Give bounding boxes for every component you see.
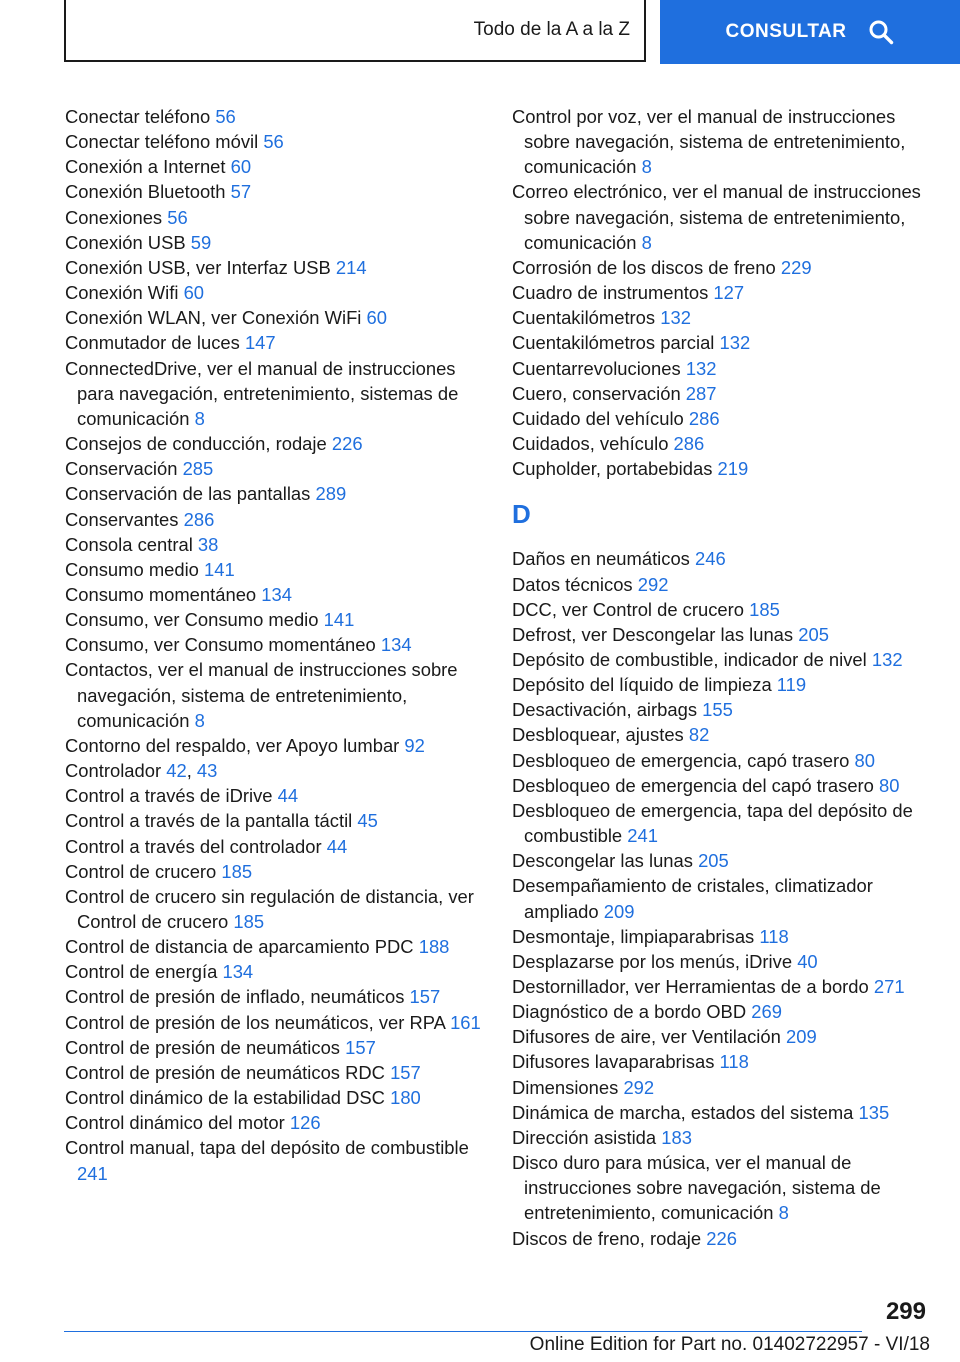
index-entry bbox=[512, 381, 928, 406]
index-entry-text: Control de crucero sin regulación de distancia, ver Control de crucero bbox=[65, 885, 474, 932]
index-entry-text: Destornillador, ver Herramientas de a bordo bbox=[512, 976, 869, 997]
index-entry: Controlador 42, 43 bbox=[65, 760, 218, 782]
index-entry bbox=[65, 984, 483, 1009]
page-reference-link[interactable]: 292 bbox=[623, 1076, 655, 1098]
index-entry bbox=[65, 104, 483, 129]
index-entry bbox=[65, 783, 483, 808]
page-reference-link[interactable]: 60 bbox=[230, 156, 252, 178]
index-entry bbox=[65, 481, 483, 506]
index-entry-text: Conexión WLAN, ver Conexión WiFi bbox=[65, 307, 362, 329]
index-entry-text: Control de presión de inflado, neumáticos bbox=[65, 986, 405, 1008]
index-entry bbox=[65, 834, 483, 859]
index-entry-text: Conexiones bbox=[65, 206, 163, 228]
index-entry-text: Discos de freno, rodaje bbox=[512, 1227, 702, 1249]
section-title: Todo de la A a la Z bbox=[473, 19, 630, 40]
index-entry-text: Conservantes bbox=[65, 508, 179, 530]
page-reference-link[interactable]: 119 bbox=[776, 674, 807, 696]
index-entry-text: Conexión Wifi bbox=[65, 282, 179, 304]
page-reference-link[interactable]: 38 bbox=[197, 533, 219, 555]
page-reference-link[interactable]: 56 bbox=[263, 131, 284, 153]
index-entry-text: Control manual, tapa del depósito de combustible bbox=[65, 1137, 469, 1159]
index-entry-text: Contorno del respaldo, ver Apoyo lumbar bbox=[65, 734, 400, 756]
index-entry bbox=[512, 406, 928, 431]
index-entry bbox=[512, 773, 928, 798]
index-entry bbox=[65, 255, 483, 280]
index-entry bbox=[512, 622, 928, 647]
page-reference-link[interactable]: 241 bbox=[627, 825, 658, 847]
footer-edition: Online Edition for Part no. 01402722957 - VI/18 bbox=[529, 1334, 930, 1355]
page-reference-link[interactable]: 161 bbox=[450, 1011, 481, 1033]
index-entry-text: Control de distancia de aparcamiento PDC bbox=[65, 936, 414, 958]
index-entry bbox=[65, 507, 483, 532]
index-entry bbox=[512, 1024, 928, 1049]
index-entry-text: Control de energía bbox=[65, 961, 218, 983]
index-entry-text: Desactivación, airbags bbox=[512, 699, 698, 721]
page-header bbox=[64, 0, 960, 64]
index-entry bbox=[512, 179, 928, 254]
index-entry bbox=[65, 205, 483, 230]
index-entry-text: Conexión USB bbox=[65, 231, 186, 253]
index-column-left bbox=[65, 104, 483, 1186]
page-reference-link[interactable]: 141 bbox=[323, 609, 355, 631]
index-entry-text: Dinámica de marcha, estados del sistema bbox=[512, 1101, 854, 1123]
index-entry-text: Conservación de las pantallas bbox=[65, 483, 311, 505]
index-entry bbox=[65, 959, 483, 984]
index-entry bbox=[512, 456, 928, 481]
index-entry-text: Disco duro para música, ver el manual de instrucciones sobre navegación, sistema de entretenimiento, comunicación bbox=[512, 1152, 881, 1224]
page-reference-link[interactable]: 147 bbox=[244, 332, 276, 354]
page-reference-link[interactable]: 219 bbox=[717, 458, 749, 480]
index-entry-text: Consumo momentáneo bbox=[65, 583, 257, 605]
index-entry-text: Depósito del líquido de limpieza bbox=[512, 674, 772, 696]
page-reference-link[interactable]: 141 bbox=[204, 558, 235, 580]
index-column-right bbox=[512, 104, 928, 1251]
page-reference-link[interactable]: 286 bbox=[183, 508, 215, 530]
index-entry-text: Desbloqueo de emergencia, tapa del depósito de combustible bbox=[512, 799, 913, 847]
index-group-d bbox=[512, 546, 928, 1250]
index-entry bbox=[65, 179, 483, 204]
index-entry-text: Conmutador de luces bbox=[65, 332, 240, 354]
page-reference-link[interactable]: 214 bbox=[335, 256, 367, 278]
section-letter: D bbox=[512, 499, 531, 530]
index-entry-text: Control a través del controlador bbox=[65, 835, 322, 857]
page-reference-link[interactable]: 157 bbox=[345, 1036, 376, 1058]
index-entry-text: Control dinámico de la estabilidad DSC bbox=[65, 1087, 385, 1109]
page-reference-link[interactable]: 157 bbox=[409, 986, 441, 1008]
index-entry bbox=[65, 657, 483, 732]
index-entry-text: Control de presión de neumáticos bbox=[65, 1036, 340, 1058]
index-entry bbox=[512, 798, 928, 848]
index-entry-text: Conexión USB, ver Interfaz USB bbox=[65, 256, 331, 278]
index-entry bbox=[65, 632, 483, 657]
index-entry bbox=[65, 154, 483, 179]
page-reference-link[interactable]: 271 bbox=[873, 976, 905, 997]
page-reference-link[interactable]: 44 bbox=[277, 785, 299, 807]
index-entry bbox=[512, 697, 928, 722]
index-entry bbox=[512, 104, 928, 179]
index-entry bbox=[65, 1085, 483, 1110]
page-reference-link[interactable]: 132 bbox=[685, 357, 717, 379]
index-entry bbox=[512, 255, 928, 280]
page-reference-link[interactable]: 132 bbox=[660, 307, 691, 329]
index-entry-text: Cuadro de instrumentos bbox=[512, 282, 709, 304]
page-reference-link[interactable]: 60 bbox=[366, 307, 387, 329]
index-entry bbox=[65, 1135, 483, 1185]
index-entry-text: Conexión a Internet bbox=[65, 156, 226, 178]
index-entry-text: Difusores lavaparabrisas bbox=[512, 1051, 715, 1073]
index-entry-text: Datos técnicos bbox=[512, 573, 633, 595]
index-entry bbox=[65, 607, 483, 632]
index-entry-text: Dimensiones bbox=[512, 1076, 619, 1098]
page-reference-link[interactable]: 92 bbox=[404, 734, 425, 756]
index-entry bbox=[65, 582, 483, 607]
page-reference-link[interactable]: 185 bbox=[221, 860, 253, 882]
index-entry bbox=[65, 356, 483, 431]
index-entry bbox=[65, 431, 483, 456]
page-reference-link[interactable]: 286 bbox=[673, 433, 705, 455]
page-reference-link[interactable]: 134 bbox=[261, 583, 292, 605]
index-entry bbox=[65, 305, 483, 330]
index-entry bbox=[512, 1075, 928, 1100]
page-reference-link[interactable]: 126 bbox=[289, 1112, 321, 1134]
page-reference-link[interactable]: 185 bbox=[233, 911, 265, 932]
index-entry-text: Control dinámico del motor bbox=[65, 1112, 285, 1134]
index-entry-text: Conservación bbox=[65, 458, 178, 480]
page-reference-link[interactable]: 127 bbox=[713, 282, 745, 304]
page-reference-link[interactable]: 155 bbox=[702, 699, 733, 721]
page-reference-link[interactable]: 8 bbox=[194, 709, 205, 731]
index-entry-text: Defrost, ver Descongelar las lunas bbox=[512, 623, 794, 645]
index-entry-text: Descongelar las lunas bbox=[512, 850, 693, 872]
page-reference-link[interactable]: 209 bbox=[603, 900, 635, 922]
index-entry bbox=[65, 733, 483, 758]
index-entry-text: Dirección asistida bbox=[512, 1126, 657, 1148]
index-entry-text: Controlador bbox=[65, 760, 162, 782]
page-reference-link[interactable]: 80 bbox=[854, 749, 875, 771]
index-entry bbox=[65, 859, 483, 884]
index-entry bbox=[65, 230, 483, 255]
page-reference-link[interactable]: 8 bbox=[194, 407, 205, 429]
index-entry bbox=[512, 1100, 928, 1125]
index-entry bbox=[65, 532, 483, 557]
index-entry bbox=[512, 572, 928, 597]
page-reference-link[interactable]: 118 bbox=[759, 925, 789, 947]
page-reference-link[interactable]: 135 bbox=[858, 1101, 890, 1123]
page-reference-link[interactable]: 226 bbox=[331, 433, 363, 455]
index-entry-text: Cupholder, portabebidas bbox=[512, 458, 713, 480]
page-reference-link[interactable]: 132 bbox=[871, 648, 903, 670]
index-entry bbox=[512, 873, 928, 923]
index-entry-text: Control a través de la pantalla táctil bbox=[65, 810, 353, 832]
index-entry bbox=[512, 305, 928, 330]
page-reference-link[interactable]: 132 bbox=[719, 332, 751, 354]
index-entry bbox=[512, 848, 928, 873]
page-reference-link[interactable]: 292 bbox=[637, 573, 669, 595]
index-entry-text: Consumo medio bbox=[65, 558, 199, 580]
index-entry-text: Cuentakilómetros bbox=[512, 307, 656, 329]
index-entry-text: Desbloqueo de emergencia, capó trasero bbox=[512, 749, 850, 771]
page-reference-link[interactable]: 246 bbox=[695, 548, 726, 570]
index-entry-text: Cuidados, vehículo bbox=[512, 433, 669, 455]
index-entry bbox=[512, 431, 928, 456]
page-reference-link[interactable]: 287 bbox=[685, 382, 717, 404]
page-reference-link[interactable]: 80 bbox=[879, 774, 900, 796]
index-entry-text: Daños en neumáticos bbox=[512, 548, 690, 570]
index-entry bbox=[65, 557, 483, 582]
index-entry-text: Desmontaje, limpiaparabrisas bbox=[512, 925, 755, 947]
index-entry-text: Control a través de iDrive bbox=[65, 785, 273, 807]
index-entry bbox=[512, 949, 928, 974]
page-reference-link[interactable]: 118 bbox=[719, 1051, 749, 1073]
page-reference-link[interactable]: 289 bbox=[315, 483, 347, 505]
page-reference-link[interactable]: 56 bbox=[215, 106, 236, 127]
page-reference-link[interactable]: 229 bbox=[780, 256, 812, 278]
section-title-tab[interactable] bbox=[64, 0, 646, 62]
page-reference-link[interactable]: 82 bbox=[688, 724, 710, 746]
index-entry bbox=[512, 999, 928, 1024]
page-reference-link[interactable]: 241 bbox=[77, 1162, 108, 1184]
index-entry bbox=[65, 1110, 483, 1135]
index-entry bbox=[512, 1226, 928, 1251]
index-entry-text: Conectar teléfono bbox=[65, 106, 211, 127]
index-entry-text: Desempañamiento de cristales, climatizador ampliado bbox=[512, 875, 873, 922]
index-entry-text: Control por voz, ver el manual de instrucciones sobre navegación, sistema de entretenimiento, comunicación bbox=[512, 106, 906, 178]
index-entry bbox=[512, 672, 928, 697]
page-reference-link[interactable]: 44 bbox=[326, 835, 348, 857]
index-entry-text: Control de presión de los neumáticos, ver RPA bbox=[65, 1011, 445, 1033]
index-entry-text: Correo electrónico, ver el manual de instrucciones sobre navegación, sistema de entretenimiento, comunicación bbox=[512, 181, 921, 253]
index-entry-text: Desbloqueo de emergencia del capó trasero bbox=[512, 774, 874, 796]
index-entry-text: Difusores de aire, ver Ventilación bbox=[512, 1026, 781, 1048]
page-reference-link[interactable]: 205 bbox=[798, 623, 829, 645]
index-entry bbox=[512, 1049, 928, 1074]
page-reference-link[interactable]: 40 bbox=[797, 950, 818, 972]
page-reference-link[interactable]: 205 bbox=[698, 850, 729, 872]
index-entry bbox=[512, 1150, 928, 1225]
page-reference-link[interactable]: 60 bbox=[183, 282, 205, 304]
index-entry-text: Conectar teléfono móvil bbox=[65, 131, 259, 153]
index-entry bbox=[512, 722, 928, 747]
page-reference-link[interactable]: 185 bbox=[749, 598, 780, 620]
page-reference-link[interactable]: 43 bbox=[196, 760, 218, 782]
footer-divider bbox=[64, 1331, 862, 1332]
index-entry bbox=[512, 924, 928, 949]
index-entry-text: Conexión Bluetooth bbox=[65, 181, 226, 203]
index-group-c bbox=[512, 104, 928, 481]
index-entry-text: Diagnóstico de a bordo OBD bbox=[512, 1001, 747, 1023]
index-entry bbox=[512, 974, 928, 999]
index-entry-text: Consola central bbox=[65, 533, 193, 555]
index-entry bbox=[65, 884, 483, 934]
page-reference-link[interactable]: 286 bbox=[688, 407, 720, 429]
index-entry bbox=[512, 280, 928, 305]
index-entry-text: Cuero, conservación bbox=[512, 382, 681, 404]
index-entry bbox=[512, 330, 928, 355]
index-entry-text: Control de crucero bbox=[65, 860, 217, 882]
index-entry-text: ConnectedDrive, ver el manual de instrucciones para navegación, entretenimiento, sistemas de comunicación bbox=[65, 357, 459, 429]
page-reference-link[interactable]: 188 bbox=[418, 936, 450, 958]
index-entry bbox=[65, 1060, 483, 1085]
index-entry-text: Desbloquear, ajustes bbox=[512, 724, 684, 746]
page-reference-link[interactable]: 226 bbox=[706, 1227, 737, 1249]
search-icon bbox=[868, 19, 894, 45]
page-reference-link[interactable]: 8 bbox=[778, 1202, 789, 1224]
page-reference-link[interactable]: 59 bbox=[190, 231, 212, 253]
index-entry bbox=[65, 1010, 483, 1035]
page-number: 299 bbox=[885, 1298, 926, 1325]
index-entry-text: DCC, ver Control de crucero bbox=[512, 598, 745, 620]
page-reference-link[interactable]: 8 bbox=[641, 156, 652, 178]
index-entry bbox=[65, 280, 483, 305]
page-reference-link[interactable]: 285 bbox=[182, 458, 214, 480]
page-reference-link[interactable]: 134 bbox=[222, 961, 254, 983]
page-reference-link[interactable]: 180 bbox=[390, 1087, 421, 1109]
page-reference-link[interactable]: 57 bbox=[230, 181, 252, 203]
index-entry bbox=[512, 356, 928, 381]
index-entry bbox=[65, 808, 483, 833]
consult-button[interactable] bbox=[660, 0, 960, 64]
index-entry-text: Consumo, ver Consumo momentáneo bbox=[65, 634, 376, 656]
index-entry bbox=[65, 934, 483, 959]
index-entry bbox=[512, 597, 928, 622]
page-reference-link[interactable]: 157 bbox=[390, 1061, 421, 1083]
page-reference-link[interactable]: 56 bbox=[167, 206, 188, 228]
index-entry-text: Control de presión de neumáticos RDC bbox=[65, 1061, 385, 1083]
index-entry-text: Consumo, ver Consumo medio bbox=[65, 609, 319, 631]
index-entry bbox=[65, 1035, 483, 1060]
index-entry-text: Cuidado del vehículo bbox=[512, 407, 684, 429]
index-entry-text: Contactos, ver el manual de instrucciones sobre navegación, sistema de entretenimiento, comunicación bbox=[65, 659, 458, 731]
page-reference-link[interactable]: 269 bbox=[751, 1001, 782, 1023]
index-entry-text: Corrosión de los discos de freno bbox=[512, 256, 776, 278]
consult-label: CONSULTAR bbox=[725, 21, 847, 42]
page-reference-link[interactable]: 209 bbox=[785, 1026, 817, 1048]
index-entry bbox=[65, 456, 483, 481]
index-entry bbox=[512, 748, 928, 773]
page-reference-link[interactable]: 45 bbox=[357, 810, 378, 832]
index-entry bbox=[65, 129, 483, 154]
index-entry-text: Desplazarse por los menús, iDrive bbox=[512, 950, 793, 972]
index-entry bbox=[512, 1125, 928, 1150]
index-entry-text: Cuentakilómetros parcial bbox=[512, 332, 715, 354]
page-reference-link[interactable]: 8 bbox=[641, 231, 652, 253]
index-entry-text: Depósito de combustible, indicador de nivel bbox=[512, 648, 867, 670]
index-entry bbox=[512, 647, 928, 672]
page-reference-link[interactable]: 183 bbox=[661, 1126, 692, 1148]
index-entry-text: Consejos de conducción, rodaje bbox=[65, 433, 327, 455]
page-reference-link[interactable]: 42 bbox=[166, 760, 187, 782]
index-entry bbox=[65, 330, 483, 355]
index-entry bbox=[512, 546, 928, 571]
page-reference-link[interactable]: 134 bbox=[380, 634, 412, 656]
index-entry-text: Cuentarrevoluciones bbox=[512, 357, 681, 379]
